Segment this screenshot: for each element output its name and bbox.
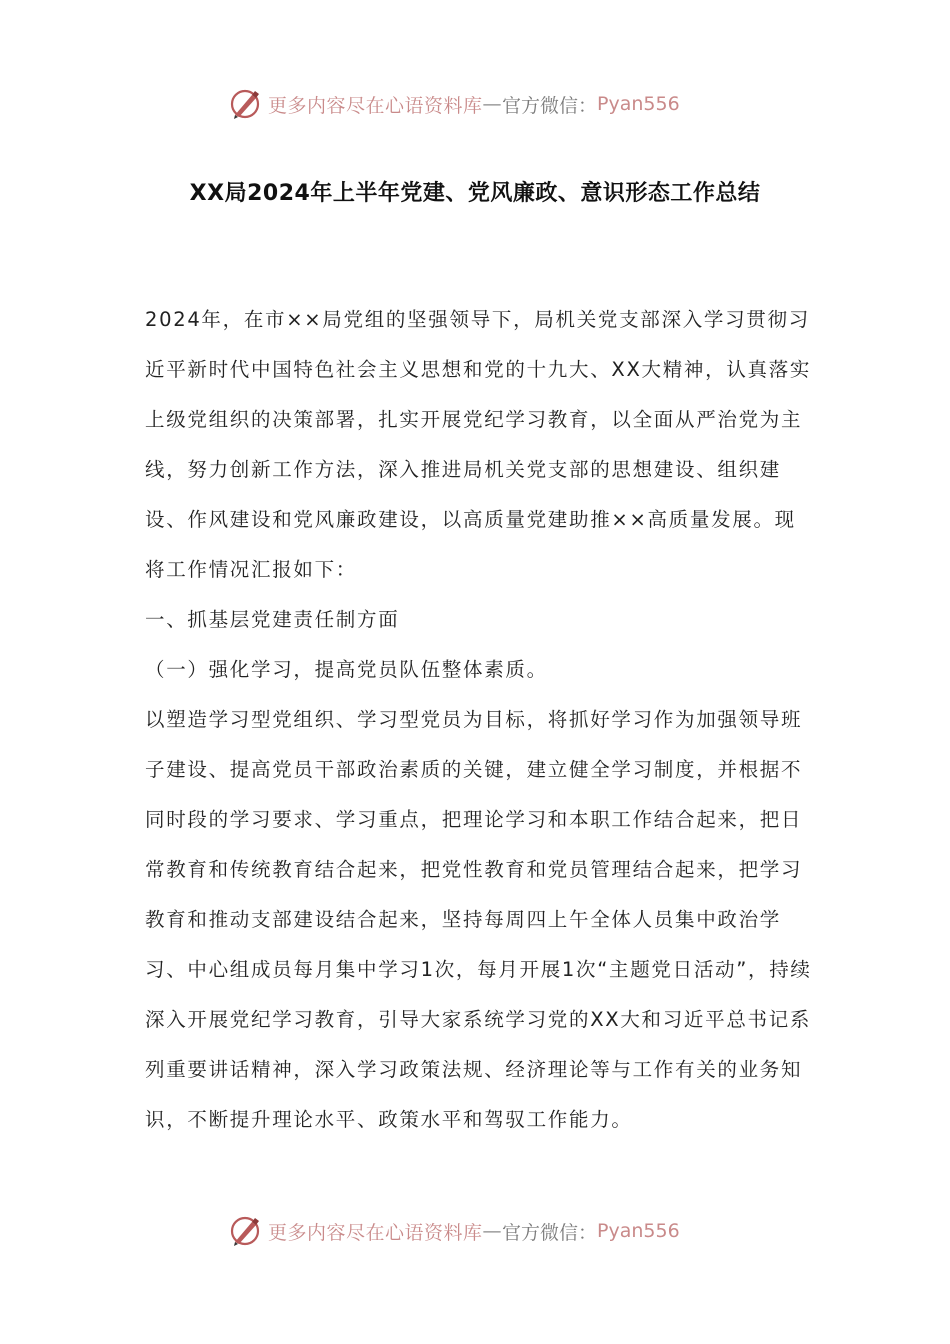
watermark-wechat-id: Pyan556 [597, 93, 680, 115]
watermark-header [228, 84, 680, 124]
watermark-separator: — [482, 93, 503, 115]
watermark-separator: — [482, 1220, 503, 1242]
watermark-wechat-label: 官方微信： [502, 1221, 598, 1244]
pen-logo-icon [228, 86, 264, 122]
watermark-wechat-label: 官方微信： [502, 94, 598, 117]
intro-paragraph: 2024年，在市××局党组的坚强领导下，局机关党支部深入学习贯彻习近平新时代中国特色社会主义思想和党的十九大、XX大精神，认真落实上级党组织的决策部署，扎实开展党纪学习教育，以全面从严治党为主线，努力创新工作方法，深入推进局机关党支部的思想建设、组织建设、作风建设和党风廉政建设，以高质量党建助推××高质量发展。现将工作情况汇报如下： [145, 308, 812, 581]
document-body [145, 295, 813, 1145]
pen-logo-icon [228, 1213, 264, 1249]
watermark-wechat-id: Pyan556 [597, 1220, 680, 1242]
subsection-heading: （一）强化学习，提高党员队伍整体素质。 [145, 658, 548, 681]
document-title: XX局2024年上半年党建、党风廉政、意识形态工作总结 [189, 181, 761, 206]
watermark-footer [228, 1211, 680, 1251]
body-paragraph: 以塑造学习型党组织、学习型党员为目标，将抓好学习作为加强领导班子建设、提高党员干部政治素质的关键，建立健全学习制度，并根据不同时段的学习要求、学习重点，把理论学习和本职工作结合起来，把日常教育和传统教育结合起来，把党性教育和党员管理结合起来，把学习教育和推动支部建设结合起来，坚持每周四上午全体人员集中政治学习、中心组成员每月集中学习1次，每月开展1次“主题党日活动”，持续深入开展党纪学习教育，引导大家系统学习党的XX大和习近平总书记系列重要讲话精神，深入学习政策法规、经济理论等与工作有关的业务知识，不断提升理论水平、政策水平和驾驭工作能力。 [145, 708, 812, 1131]
watermark-brand: 更多内容尽在心语资料库 [268, 1221, 483, 1244]
section-heading: 一、抓基层党建责任制方面 [145, 608, 400, 631]
watermark-brand: 更多内容尽在心语资料库 [268, 94, 483, 117]
